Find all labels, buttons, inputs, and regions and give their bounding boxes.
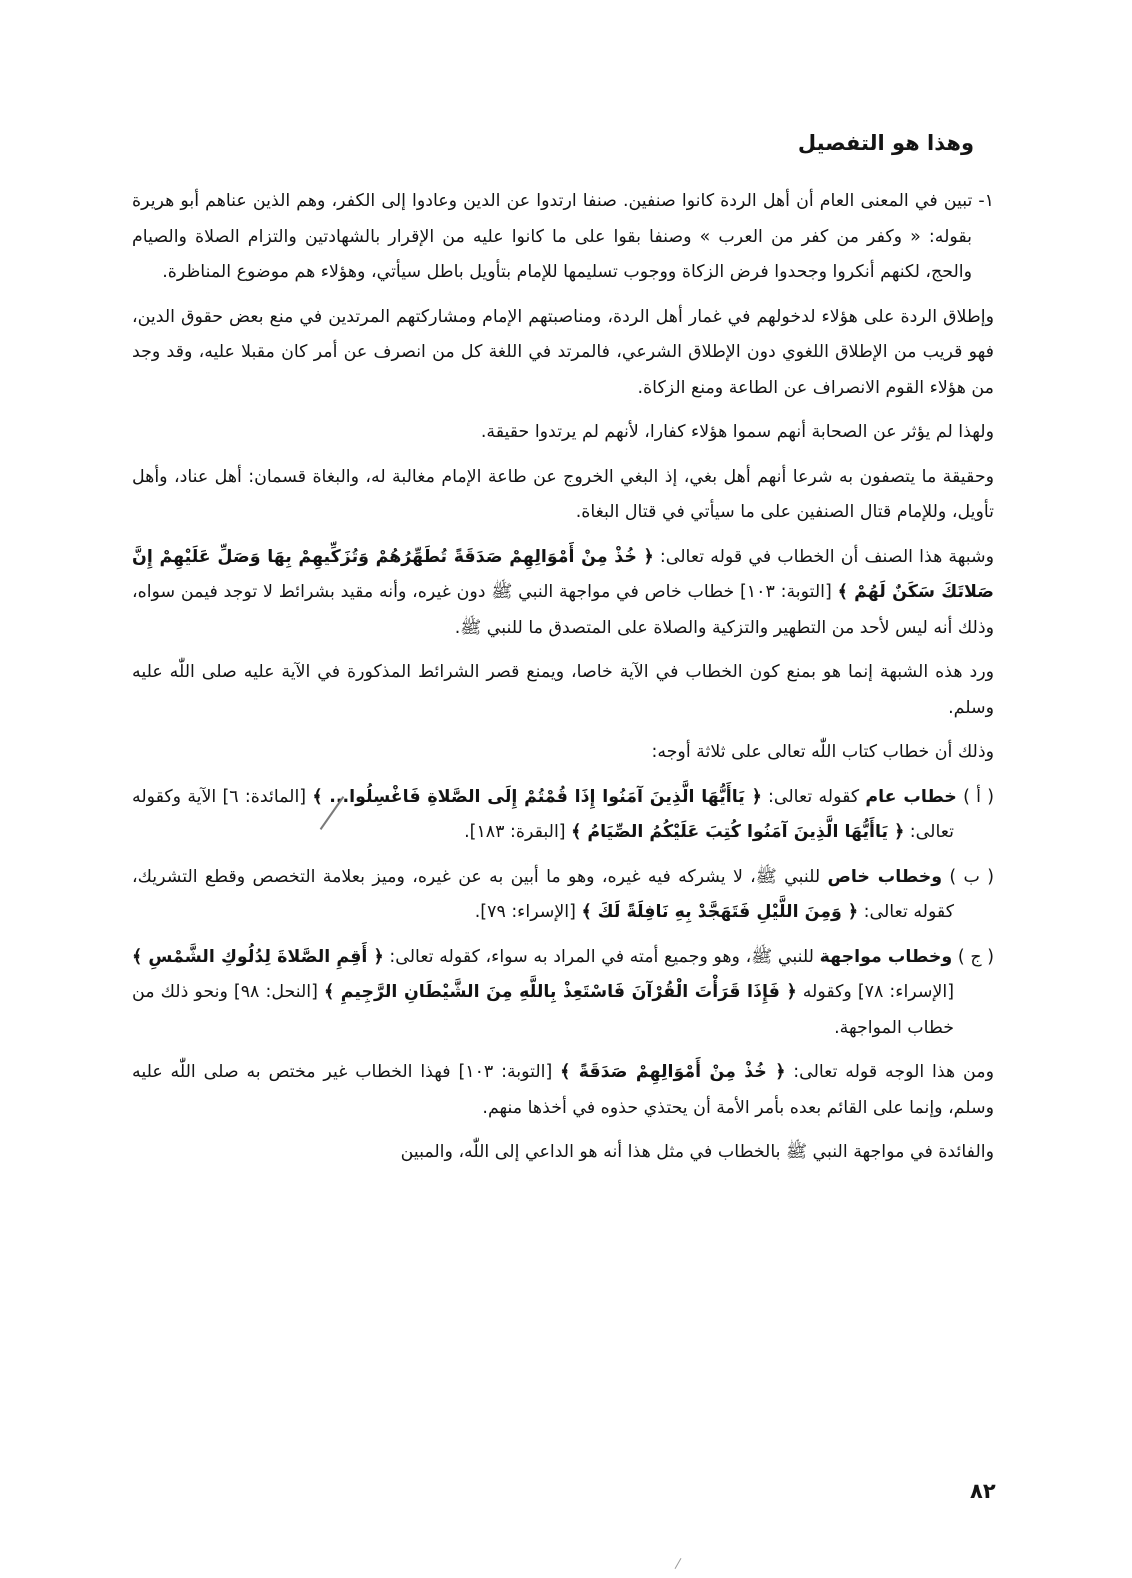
quran-verse: ﴿ خُذْ مِنْ أَمْوَالِهِمْ صَدَقَةً ﴾	[560, 1062, 786, 1082]
paragraph-4: وحقيقة ما يتصفون به شرعا أنهم أهل بغي، إذ البغي الخروج عن طاعة الإمام مغالبة له، والبغاة قسمان: أهل عناد، وأهل تأويل، وللإمام قتال الصنفين على ما سيأتي في قتال البغاة.	[132, 466, 994, 522]
item-text: للنبي ﷺ، وهو وجميع أمته في المراد به سواء، كقوله تعالى:	[383, 946, 820, 967]
item-text: [البقرة: ١٨٣].	[464, 822, 572, 842]
paragraph-8-rest: [التوبة: ١٠٣] فهذا الخطاب غير مختص به صلى اللّٰه عليه وسلم، وإنما على القائم بعده بأمر الأمة أن يحتذي حذوه في أخذها منهم.	[132, 1062, 994, 1118]
quran-verse: ﴿ خُذْ مِنْ أَمْوَالِهِمْ صَدَقَةً تُطَهِّرُهُمْ وَتُزَكِّيهِمْ بِهَا وَصَلِّ عَلَيْهِمْ إِنَّ صَلاتَكَ سَكَنٌ لَهُمْ ﴾	[132, 546, 994, 602]
paragraph-5	[132, 540, 994, 647]
paragraph-8-lead: ومن هذا الوجه قوله تعالى:	[785, 1062, 994, 1082]
scan-mark	[675, 1558, 682, 1569]
paragraph-5-lead: وشبهة هذا الصنف أن الخطاب في قوله تعالى:	[653, 546, 994, 567]
list-item-b	[132, 860, 994, 931]
item-text: [الإسراء: ٧٩].	[474, 902, 582, 922]
list-item-a	[132, 780, 994, 851]
item-marker: ( ب )	[942, 866, 994, 887]
paragraph-7: وذلك أن خطاب كتاب اللّٰه تعالى على ثلاثة أوجه:	[651, 742, 994, 762]
item-marker: ( أ )	[956, 786, 994, 807]
paragraph-1: ١- تبين في المعنى العام أن أهل الردة كانوا صنفين. صنفا ارتدوا عن الدين وعادوا إلى الكفر، وهم الذين عناهم أبو هريرة بقوله: « وكفر من كفر من العرب » وصنفا بقوا على ما كانوا عليه من الإقرار بالشهادتين والتزام الصلاة والصيام والحج، لكنهم أنكروا وجحدوا فرض الزكاة ووجوب تسليمها للإمام بتأويل باطل سيأتي، وهؤلاء هم موضوع المناظرة.	[132, 191, 994, 282]
quran-verse: ﴿ يَاأَيُّهَا الَّذِينَ آمَنُوا كُتِبَ عَلَيْكُمُ الصِّيَامُ ﴾	[571, 822, 905, 842]
quran-verse: ﴿ يَاأَيُّهَا الَّذِينَ آمَنُوا إِذَا قُمْتُمْ إِلَى الصَّلاةِ فَاغْسِلُوا... ﴾	[312, 786, 762, 807]
paragraph-9: والفائدة في مواجهة النبي ﷺ بالخطاب في مثل هذا أنه هو الداعي إلى اللّٰه، والمبين	[400, 1142, 994, 1162]
section-heading: وهذا هو التفصيل	[797, 131, 974, 155]
item-marker: ( ج )	[952, 946, 994, 967]
body-text	[132, 184, 994, 1180]
paragraph-8	[132, 1055, 994, 1126]
item-title: خطاب عام	[865, 786, 957, 807]
item-text: [النحل: ٩٨] ونحو ذلك من خطاب المواجهة.	[132, 982, 954, 1038]
item-title: وخطاب مواجهة	[819, 946, 953, 967]
list-item-c	[132, 940, 994, 1047]
paragraph-6: ورد هذه الشبهة إنما هو بمنع كون الخطاب في الآية خاصا، ويمنع قصر الشرائط المذكورة في الآية عليه صلى اللّٰه عليه وسلم.	[132, 662, 994, 718]
paragraph-5-rest: [التوبة: ١٠٣] خطاب خاص في مواجهة النبي ﷺ دون غيره، وأنه مقيد بشرائط لا توجد فيمن سواه، وذلك أنه ليس لأحد من التطهير والتزكية والصلاة على المتصدق ما للنبي ﷺ.	[132, 582, 994, 638]
item-text: [المائدة: ٦] الآية وكقوله تعالى:	[132, 786, 954, 842]
item-text: [الإسراء: ٧٨] وكقوله	[796, 982, 955, 1002]
quran-verse: ﴿ فَإِذَا قَرَأْتَ الْقُرْآنَ فَاسْتَعِذْ بِاللَّهِ مِنَ الشَّيْطَانِ الرَّجِيمِ ﴾	[323, 982, 797, 1002]
page-number: ٨٢	[970, 1479, 996, 1503]
item-text: كقوله تعالى:	[761, 786, 866, 807]
quran-verse: ﴿ وَمِنَ اللَّيْلِ فَتَهَجَّدْ بِهِ نَافِلَةً لَكَ ﴾	[581, 902, 859, 922]
item-text: للنبي ﷺ، لا يشركه فيه غيره، وهو ما أبين به عن غيره، وميز بعلامة التخصص وقطع التشريك، كقوله تعالى:	[132, 866, 954, 922]
paragraph-3: ولهذا لم يؤثر عن الصحابة أنهم سموا هؤلاء كفارا، لأنهم لم يرتدوا حقيقة.	[480, 422, 994, 442]
item-title: وخطاب خاص	[827, 866, 943, 887]
quran-verse: ﴿ أَقِمِ الصَّلاةَ لِدُلُوكِ الشَّمْسِ ﴾	[132, 946, 384, 967]
paragraph-2: وإطلاق الردة على هؤلاء لدخولهم في غمار أهل الردة، ومناصبتهم الإمام ومشاركتهم المرتدين في منع بعض حقوق الدين، فهو قريب من الإطلاق اللغوي دون الإطلاق الشرعي، فالمرتد في اللغة كل من انصرف عن أمر كان مقبلا عليه، وقد وجد من هؤلاء القوم الانصراف عن الطاعة ومنع الزكاة.	[132, 306, 994, 398]
